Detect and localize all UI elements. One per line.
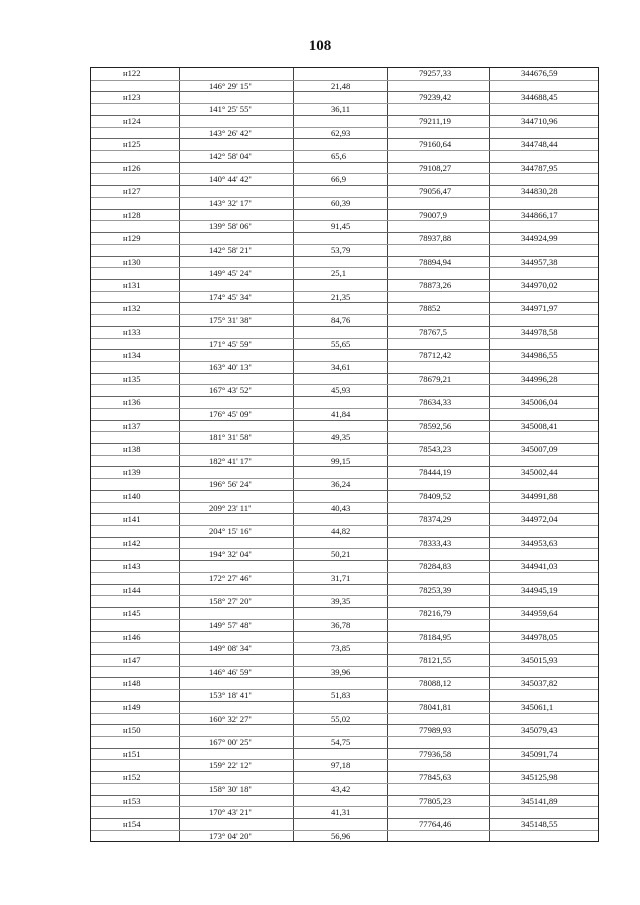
point-row (91, 302, 598, 314)
point-row (91, 185, 598, 197)
segment-row (91, 338, 598, 350)
point-name: н142 (123, 537, 141, 548)
point-row (91, 349, 598, 361)
segment-length: 43,42 (331, 783, 351, 794)
segment-length: 73,85 (331, 643, 351, 654)
x-coordinate: 78873,26 (419, 279, 452, 290)
point-row (91, 326, 598, 338)
x-coordinate: 78444,19 (419, 467, 452, 478)
x-coordinate: 78284,83 (419, 561, 452, 572)
point-name: н147 (123, 654, 141, 665)
point-name: н124 (123, 115, 141, 126)
y-coordinate: 345008,41 (521, 420, 558, 431)
segment-length: 51,83 (331, 690, 351, 701)
y-coordinate: 345091,74 (521, 748, 558, 759)
x-coordinate: 79211,19 (419, 115, 451, 126)
y-coordinate: 344688,45 (521, 92, 558, 103)
point-row (91, 162, 598, 174)
point-row (91, 490, 598, 502)
segment-length: 55,65 (331, 338, 351, 349)
y-coordinate: 344970,02 (521, 279, 558, 290)
segment-row (91, 361, 598, 373)
direction-angle: 141° 25' 55" (209, 104, 252, 115)
segment-length: 36,78 (331, 619, 351, 630)
segment-length: 55,02 (331, 713, 351, 724)
direction-angle: 181° 31' 58" (209, 432, 252, 443)
point-row (91, 537, 598, 549)
segment-length: 39,96 (331, 666, 351, 677)
point-name: н136 (123, 397, 141, 408)
x-coordinate: 78543,23 (419, 444, 452, 454)
x-coordinate: 79108,27 (419, 162, 452, 173)
y-coordinate: 345015,93 (521, 654, 558, 665)
segment-row (91, 103, 598, 115)
segment-row (91, 127, 598, 139)
point-name: н133 (123, 326, 141, 337)
x-coordinate: 78253,39 (419, 584, 452, 595)
segment-row (91, 619, 598, 631)
point-name: н129 (123, 233, 141, 244)
point-row (91, 373, 598, 385)
segment-length: 99,15 (331, 455, 351, 466)
direction-angle: 170° 43' 21" (209, 807, 252, 818)
segment-row (91, 244, 598, 256)
y-coordinate: 344866,17 (521, 209, 558, 220)
direction-angle: 153° 18' 41" (209, 690, 252, 701)
x-coordinate: 79239,42 (419, 92, 452, 103)
point-name: н135 (123, 373, 141, 384)
x-coordinate: 78088,12 (419, 678, 452, 689)
direction-angle: 167° 43' 52" (209, 385, 252, 396)
point-name: н152 (123, 772, 141, 783)
direction-angle: 171° 45' 59" (209, 338, 252, 349)
y-coordinate: 344953,63 (521, 537, 558, 548)
point-name: н144 (123, 584, 141, 595)
point-name: н134 (123, 350, 141, 361)
y-coordinate: 344676,59 (521, 68, 558, 78)
point-row (91, 232, 598, 244)
direction-angle: 167° 00' 25" (209, 736, 252, 747)
y-coordinate: 344959,64 (521, 608, 558, 619)
coordinates-table (90, 67, 599, 842)
direction-angle: 204° 15' 16" (209, 526, 252, 537)
point-row (91, 209, 598, 221)
segment-length: 65,6 (331, 151, 347, 162)
segment-length: 40,43 (331, 502, 351, 513)
x-coordinate: 78333,43 (419, 537, 452, 548)
point-row (91, 584, 598, 596)
segment-row (91, 783, 598, 795)
segment-row (91, 806, 598, 818)
segment-row (91, 525, 598, 537)
point-name: н128 (123, 209, 141, 220)
segment-length: 60,39 (331, 197, 351, 208)
direction-angle: 209° 23' 11" (209, 502, 252, 513)
segment-row (91, 291, 598, 303)
y-coordinate: 344991,88 (521, 490, 558, 501)
direction-angle: 142° 58' 21" (209, 244, 252, 255)
direction-angle: 174° 45' 34" (209, 291, 252, 302)
segment-length: 53,79 (331, 244, 351, 255)
page-number: 108 (308, 38, 332, 54)
point-name: н146 (123, 631, 141, 642)
segment-row (91, 455, 598, 467)
x-coordinate: 77936,58 (419, 748, 452, 759)
segment-row (91, 197, 598, 209)
direction-angle: 143° 32' 17" (209, 197, 252, 208)
segment-length: 62,93 (331, 127, 351, 138)
x-coordinate: 78767,5 (419, 326, 447, 337)
segment-length: 31,71 (331, 572, 351, 583)
segment-length: 50,21 (331, 549, 351, 560)
point-row (91, 115, 598, 127)
segment-length: 41,31 (331, 807, 351, 818)
point-name: н139 (123, 467, 141, 478)
point-row (91, 677, 598, 689)
point-name: н151 (123, 748, 141, 759)
point-name: н149 (123, 701, 141, 712)
point-row (91, 748, 598, 760)
y-coordinate: 345148,55 (521, 819, 558, 829)
direction-angle: 160° 32' 27" (209, 713, 252, 724)
segment-row (91, 80, 598, 92)
point-row (91, 654, 598, 666)
point-name: н148 (123, 678, 141, 689)
point-row (91, 795, 598, 807)
segment-row (91, 736, 598, 748)
y-coordinate: 344924,99 (521, 233, 558, 244)
y-coordinate: 345006,04 (521, 397, 558, 408)
point-name: н153 (123, 795, 141, 806)
segment-length: 54,75 (331, 736, 351, 747)
x-coordinate: 78041,81 (419, 701, 452, 712)
direction-angle: 146° 46' 59" (209, 666, 252, 677)
segment-row (91, 502, 598, 514)
y-coordinate: 344787,95 (521, 162, 558, 173)
y-coordinate: 344748,44 (521, 139, 558, 150)
segment-row (91, 642, 598, 654)
segment-row (91, 408, 598, 420)
point-name: н138 (123, 444, 141, 454)
direction-angle: 149° 57' 48" (209, 619, 252, 630)
y-coordinate: 345141,89 (521, 795, 558, 806)
segment-length: 25,1 (331, 268, 347, 279)
segment-row (91, 572, 598, 584)
direction-angle: 158° 27' 20" (209, 596, 252, 607)
segment-length: 84,76 (331, 315, 351, 326)
point-row (91, 631, 598, 643)
point-name: н126 (123, 162, 141, 173)
y-coordinate: 345037,82 (521, 678, 558, 689)
y-coordinate: 344986,55 (521, 350, 558, 361)
segment-length: 34,61 (331, 361, 351, 372)
point-name: н127 (123, 186, 141, 197)
point-row (91, 91, 598, 103)
x-coordinate: 78937,88 (419, 233, 452, 244)
y-coordinate: 345007,09 (521, 444, 558, 454)
segment-row (91, 220, 598, 232)
point-row (91, 256, 598, 268)
segment-row (91, 478, 598, 490)
x-coordinate: 78121,55 (419, 654, 452, 665)
point-row (91, 138, 598, 150)
direction-angle: 163° 40' 13" (209, 361, 252, 372)
segment-row (91, 595, 598, 607)
segment-row (91, 689, 598, 701)
point-row (91, 560, 598, 572)
point-name: н137 (123, 420, 141, 431)
direction-angle: 172° 27' 46" (209, 572, 252, 583)
point-name: н145 (123, 608, 141, 619)
x-coordinate: 78592,56 (419, 420, 452, 431)
segment-row (91, 666, 598, 678)
point-name: н123 (123, 92, 141, 103)
y-coordinate: 345125,98 (521, 772, 558, 783)
point-row (91, 443, 598, 455)
direction-angle: 143° 26' 42" (209, 127, 252, 138)
segment-row (91, 267, 598, 279)
point-row (91, 396, 598, 408)
x-coordinate: 77845,63 (419, 772, 452, 783)
x-coordinate: 78894,94 (419, 256, 452, 267)
x-coordinate: 79257,33 (419, 68, 452, 78)
segment-row (91, 759, 598, 771)
x-coordinate: 78634,33 (419, 397, 452, 408)
segment-length: 66,9 (331, 174, 347, 185)
point-row (91, 279, 598, 291)
x-coordinate: 78712,42 (419, 350, 452, 361)
x-coordinate: 78216,79 (419, 608, 452, 619)
segment-row (91, 713, 598, 725)
point-row (91, 771, 598, 783)
segment-length: 56,96 (331, 830, 351, 841)
point-row (91, 420, 598, 432)
x-coordinate: 78852 (419, 303, 441, 314)
segment-row (91, 150, 598, 162)
point-name: н154 (123, 819, 141, 829)
point-name: н132 (123, 303, 141, 314)
point-name: н122 (123, 68, 141, 78)
point-name: н143 (123, 561, 141, 572)
y-coordinate: 344941,03 (521, 561, 558, 572)
direction-angle: 146° 29' 15" (209, 80, 252, 91)
y-coordinate: 345002,44 (521, 467, 558, 478)
segment-length: 49,35 (331, 432, 351, 443)
segment-length: 21,35 (331, 291, 351, 302)
x-coordinate: 79160,64 (419, 139, 452, 150)
direction-angle: 182° 41' 17" (209, 455, 252, 466)
point-row (91, 818, 598, 830)
segment-length: 36,11 (331, 104, 351, 115)
direction-angle: 194° 32' 04" (209, 549, 252, 560)
segment-row (91, 314, 598, 326)
point-row (91, 724, 598, 736)
y-coordinate: 344957,38 (521, 256, 558, 267)
y-coordinate: 344996,28 (521, 373, 558, 384)
x-coordinate: 77989,93 (419, 725, 452, 736)
point-name: н131 (123, 279, 141, 290)
segment-length: 45,93 (331, 385, 351, 396)
direction-angle: 159° 22' 12" (209, 760, 252, 771)
segment-row (91, 384, 598, 396)
point-row (91, 68, 598, 80)
x-coordinate: 79007,9 (419, 209, 447, 220)
segment-row (91, 830, 598, 842)
x-coordinate: 78184,95 (419, 631, 452, 642)
direction-angle: 176° 45' 09" (209, 408, 252, 419)
y-coordinate: 344978,05 (521, 631, 558, 642)
direction-angle: 173° 04' 20" (209, 830, 252, 841)
segment-length: 97,18 (331, 760, 351, 771)
direction-angle: 175° 31' 38" (209, 315, 252, 326)
point-row (91, 513, 598, 525)
point-row (91, 466, 598, 478)
x-coordinate: 78409,52 (419, 490, 452, 501)
y-coordinate: 344972,04 (521, 514, 558, 525)
point-name: н130 (123, 256, 141, 267)
point-name: н141 (123, 514, 141, 525)
x-coordinate: 77764,46 (419, 819, 452, 829)
direction-angle: 139° 58' 06" (209, 221, 252, 232)
segment-length: 91,45 (331, 221, 351, 232)
segment-length: 44,82 (331, 526, 351, 537)
x-coordinate: 77805,23 (419, 795, 452, 806)
direction-angle: 149° 45' 24" (209, 268, 252, 279)
segment-length: 41,84 (331, 408, 351, 419)
segment-row (91, 173, 598, 185)
segment-length: 36,24 (331, 479, 351, 490)
point-row (91, 607, 598, 619)
segment-row (91, 431, 598, 443)
y-coordinate: 344978,58 (521, 326, 558, 337)
y-coordinate: 344830,28 (521, 186, 558, 197)
direction-angle: 196° 56' 24" (209, 479, 252, 490)
segment-length: 21,48 (331, 80, 351, 91)
point-name: н150 (123, 725, 141, 736)
direction-angle: 158° 30' 18" (209, 783, 252, 794)
y-coordinate: 344710,96 (521, 115, 558, 126)
y-coordinate: 345079,43 (521, 725, 558, 736)
segment-row (91, 548, 598, 560)
y-coordinate: 344971,97 (521, 303, 558, 314)
x-coordinate: 79056,47 (419, 186, 452, 197)
segment-length: 39,35 (331, 596, 351, 607)
x-coordinate: 78374,29 (419, 514, 452, 525)
direction-angle: 142° 58' 04" (209, 151, 252, 162)
direction-angle: 140° 44' 42" (209, 174, 252, 185)
x-coordinate: 78679,21 (419, 373, 452, 384)
point-name: н140 (123, 490, 141, 501)
y-coordinate: 344945,19 (521, 584, 558, 595)
point-name: н125 (123, 139, 141, 150)
y-coordinate: 345061,1 (521, 701, 554, 712)
point-row (91, 701, 598, 713)
direction-angle: 149° 08' 34" (209, 643, 252, 654)
